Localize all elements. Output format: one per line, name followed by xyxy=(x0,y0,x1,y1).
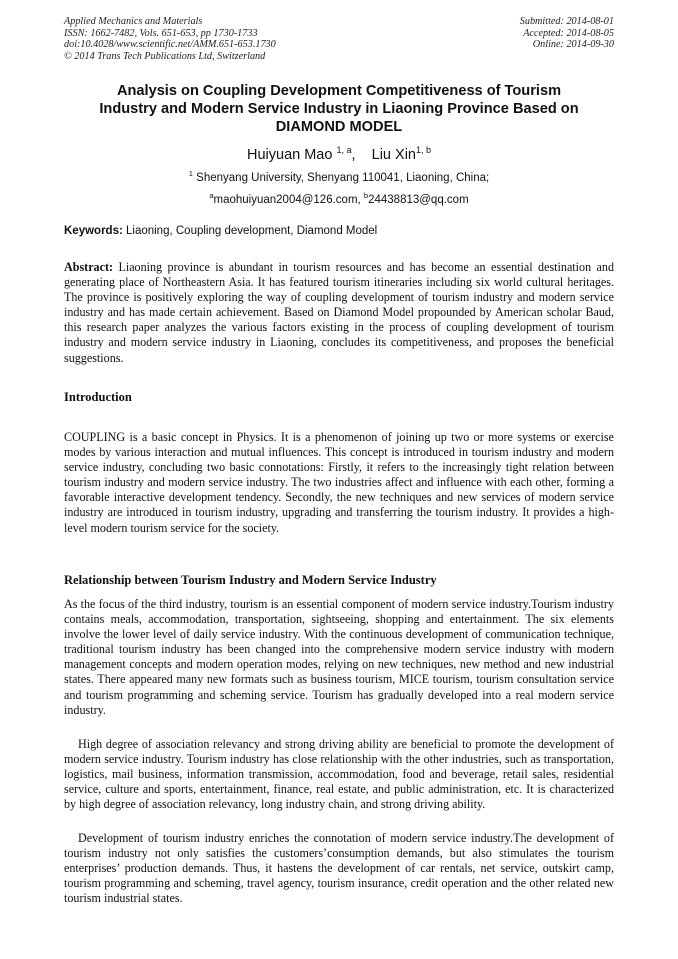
paper-title xyxy=(64,82,614,136)
author-name: Huiyuan Mao xyxy=(247,146,333,163)
title-line: DIAMOND MODEL xyxy=(275,119,403,135)
email-marker: b xyxy=(363,191,369,200)
online-date: Online: 2014-09-30 xyxy=(532,39,614,51)
journal-doi: doi:10.4028/www.scientific.net/AMM.651-653.1730 xyxy=(64,39,276,51)
title-line: Analysis on Coupling Development Competitiveness of Tourism xyxy=(116,83,562,99)
author-emails xyxy=(64,189,614,207)
accepted-date: Accepted: 2014-08-05 xyxy=(523,27,614,39)
author-name: Liu Xin xyxy=(371,146,416,163)
title-line: Industry and Modern Service Industry in Liaoning Province Based on xyxy=(99,101,579,117)
keywords-text: Liaoning, Coupling development, Diamond Model xyxy=(122,225,378,237)
keywords-label: Keywords: xyxy=(64,225,123,237)
affiliation xyxy=(64,167,614,185)
abstract-text: Liaoning province is abundant in tourism resources and has become an essential destination and generating place of Northeastern Asia. It has featured tourism itineraries including six world cultural heritages. The province is positively exploring the way of coupling development of tourism industry and modern service industry and has made certain achievement. Based on Diamond Model propounded by American scholar Baud, this research paper analyzes the various factors existing in the process of coupling development of tourism industry and modern service industry in Liaoning, concludes its competitiveness, and proposes the beneficial suggestions. xyxy=(64,260,614,365)
relationship-paragraph: Development of tourism industry enriches the connotation of modern service industry.The development of tourism industry not only satisfies the customers’consumption demands, but also stimulates the tourism enterprises’ production demands. Thus, it hastens the development of car rentals, net service, outskirt camp, tourism programming and scheming, travel agency, tourism insurance, credit operation and the other related new tourism industrial states. xyxy=(64,831,614,906)
email-address: maohuiyuan2004@126.com, xyxy=(213,193,364,206)
email-marker: a xyxy=(209,191,214,200)
journal-copyright: © 2014 Trans Tech Publications Ltd, Switzerland xyxy=(64,50,266,62)
introduction-paragraph: COUPLING is a basic concept in Physics. It is a phenomenon of joining up two or more systems or exercise modes by various interaction and mutual influences. This concept is introduced in tourism industry and modern service industry, concluding two basic connotations: Firstly, it refers to the increasingly tight relation between tourism industry and modern service industry. The two industries affect and influence with each other, forming a favorable interactive development tendency. Secondly, the new techniques and new services of modern service industry are introduced in tourism industry, upgrading and transferring the tourism industry. It provides a high-level modern tourism service for the society. xyxy=(64,430,614,535)
keywords xyxy=(64,224,614,238)
author-separator: , xyxy=(351,146,356,163)
affiliation-text: Shenyang University, Shenyang 110041, Liaoning, China; xyxy=(196,171,490,184)
abstract-label: Abstract: xyxy=(64,260,114,274)
affiliation-marker: 1 xyxy=(188,169,193,178)
abstract xyxy=(64,260,614,366)
author-list xyxy=(64,141,614,164)
journal-info xyxy=(64,16,276,62)
email-address: 24438813@qq.com xyxy=(368,193,469,206)
journal-issn: ISSN: 1662-7482, Vols. 651-653, pp 1730-1733 xyxy=(64,27,258,39)
submitted-date: Submitted: 2014-08-01 xyxy=(519,16,614,27)
relationship-paragraph: As the focus of the third industry, tourism is an essential component of modern service industry.Tourism industry contains meals, accommodation, transportation, sightseeing, shopping and entertainment. The six elements involve the lower level of daily service industry. With the continuous development of communication technique, traditional tourism industry has been changed into the comprehensive modern service industry with modern management concepts and modern operation modes, relying on new techniques, new method and new industrial states. There appeared many new formats such as business tourism, MICE tourism, tourism consultation service and tourism programming and scheming service. Tourism has gradually developed into a real modern service industry. xyxy=(64,597,614,717)
section-heading-relationship: Relationship between Tourism Industry and Modern Service Industry xyxy=(64,573,437,587)
relationship-paragraph: High degree of association relevancy and strong driving ability are beneficial to promote the development of modern service industry. Tourism industry has close relationship with the other industries, such as transportation, logistics, mail business, information transmission, accommodation, food and beverage, retail sales, residential service, culture and sports, entertainment, finance, real estate, and public administration, etc. It is characterized by high degree of association relevancy, long industry chain, and strong driving ability. xyxy=(64,737,614,812)
journal-name: Applied Mechanics and Materials xyxy=(64,16,203,27)
author-affiliation-marker: 1, b xyxy=(415,145,431,155)
section-heading-introduction: Introduction xyxy=(64,390,132,404)
submission-dates xyxy=(520,16,614,51)
author-affiliation-marker: 1, a xyxy=(336,145,352,155)
